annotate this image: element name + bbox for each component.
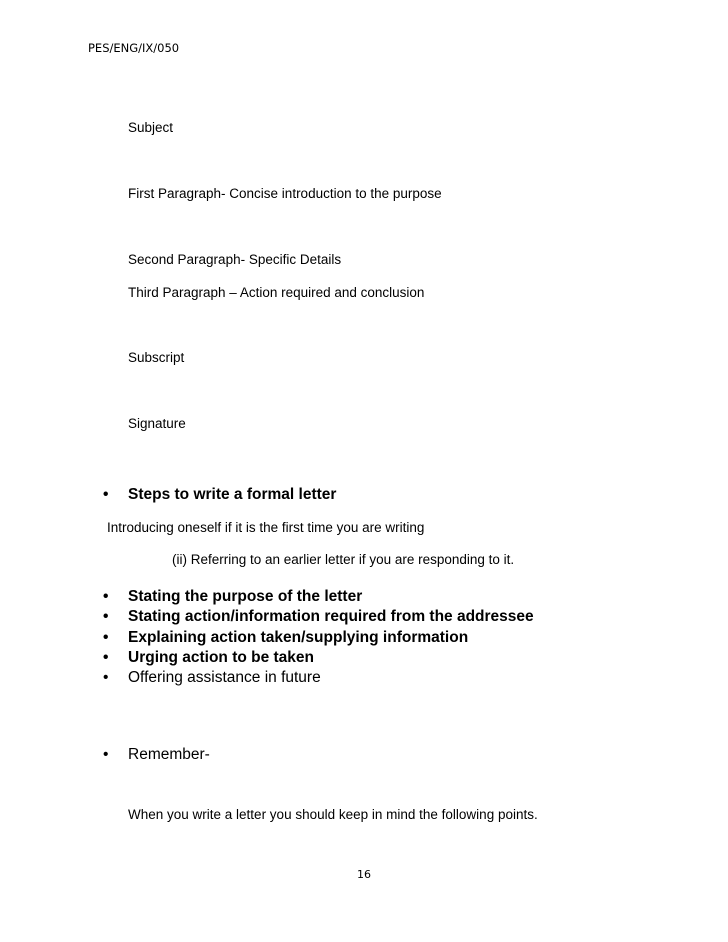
remember-heading-item xyxy=(103,745,210,765)
remember-text: When you write a letter you should keep in mind the following points. xyxy=(128,807,538,822)
steps-heading-item xyxy=(103,485,336,505)
letter-part-subscript: Subscript xyxy=(128,350,185,365)
bullet-icon: • xyxy=(103,669,109,686)
letter-part-third-paragraph: Third Paragraph – Action required and conclusion xyxy=(128,285,425,300)
list-item xyxy=(103,628,468,648)
steps-heading: Steps to write a formal letter xyxy=(128,486,337,503)
bullet-icon: • xyxy=(103,649,109,666)
step-item-label: Explaining action taken/supplying information xyxy=(128,629,469,646)
step-item-label: Stating action/information required from the addressee xyxy=(128,608,534,625)
step-item-label: Offering assistance in future xyxy=(128,669,321,686)
letter-part-second-paragraph: Second Paragraph- Specific Details xyxy=(128,252,342,267)
list-item xyxy=(103,587,362,607)
steps-referring: (ii) Referring to an earlier letter if you are responding to it. xyxy=(172,552,515,567)
list-item xyxy=(103,648,314,668)
step-item-label: Stating the purpose of the letter xyxy=(128,588,363,605)
bullet-icon: • xyxy=(103,608,109,625)
remember-heading: Remember- xyxy=(128,746,210,763)
letter-part-first-paragraph: First Paragraph- Concise introduction to the purpose xyxy=(128,186,442,201)
page-number: 16 xyxy=(357,868,371,881)
letter-part-subject: Subject xyxy=(128,120,174,135)
document-code: PES/ENG/IX/050 xyxy=(88,41,180,55)
list-item xyxy=(103,607,534,627)
bullet-icon: • xyxy=(103,629,109,646)
letter-part-signature: Signature xyxy=(128,416,186,431)
list-item xyxy=(103,668,321,688)
step-item-label: Urging action to be taken xyxy=(128,649,315,666)
bullet-icon: • xyxy=(103,486,109,503)
steps-intro: Introducing oneself if it is the first time you are writing xyxy=(107,520,425,535)
bullet-icon: • xyxy=(103,746,109,763)
bullet-icon: • xyxy=(103,588,109,605)
